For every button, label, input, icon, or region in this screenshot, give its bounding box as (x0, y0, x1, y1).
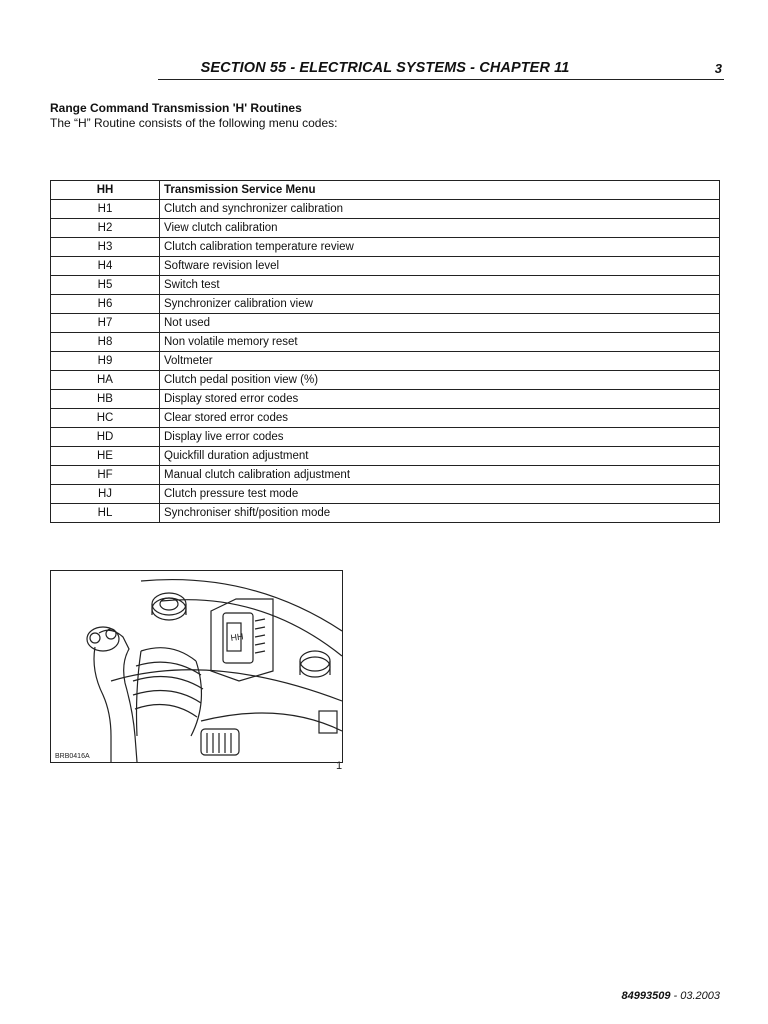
table-row (51, 219, 720, 238)
table-body (51, 200, 720, 523)
menu-code-cell: H8 (51, 333, 160, 352)
menu-code-cell: H4 (51, 257, 160, 276)
table-row (51, 466, 720, 485)
menu-code-cell: H1 (51, 200, 160, 219)
table-row (51, 238, 720, 257)
menu-description-cell: View clutch calibration (160, 219, 720, 238)
intro-text: The “H” Routine consists of the following menu codes: (50, 116, 338, 130)
menu-code-cell: HL (51, 504, 160, 523)
section-title: SECTION 55 - ELECTRICAL SYSTEMS - CHAPTER 11 (200, 60, 570, 76)
menu-code-cell: HE (51, 447, 160, 466)
menu-code-cell: HF (51, 466, 160, 485)
table-row (51, 428, 720, 447)
intro-heading: Range Command Transmission 'H' Routines (50, 101, 302, 115)
table-row (51, 371, 720, 390)
menu-description-cell: Display stored error codes (160, 390, 720, 409)
menu-code-cell: H3 (51, 238, 160, 257)
footer-separator: - (670, 990, 681, 1002)
figure-frame (50, 570, 343, 763)
menu-description-cell: Software revision level (160, 257, 720, 276)
table-header-desc: Transmission Service Menu (160, 181, 720, 200)
menu-code-cell: H2 (51, 219, 160, 238)
table-row (51, 295, 720, 314)
menu-description-cell: Synchroniser shift/position mode (160, 504, 720, 523)
display-hh-label: HH (229, 631, 245, 643)
table-row (51, 447, 720, 466)
table-row (51, 485, 720, 504)
menu-description-cell: Synchronizer calibration view (160, 295, 720, 314)
menu-code-cell: HA (51, 371, 160, 390)
menu-description-cell: Display live error codes (160, 428, 720, 447)
table-row (51, 333, 720, 352)
menu-description-cell: Not used (160, 314, 720, 333)
menu-code-cell: HD (51, 428, 160, 447)
table-row (51, 276, 720, 295)
menu-description-cell: Voltmeter (160, 352, 720, 371)
menu-description-cell: Switch test (160, 276, 720, 295)
figure-number: 1 (336, 760, 343, 772)
table-row (51, 504, 720, 523)
menu-description-cell: Clutch calibration temperature review (160, 238, 720, 257)
table-header-row (51, 181, 720, 200)
table-row (51, 200, 720, 219)
menu-code-cell: H5 (51, 276, 160, 295)
header-rule (158, 79, 724, 80)
doc-date: 03.2003 (680, 990, 720, 1002)
table-header-code: HH (51, 181, 160, 200)
menu-codes-table (50, 180, 720, 523)
table-row (51, 409, 720, 428)
figure-code: BRB0416A (55, 753, 90, 760)
menu-code-cell: HB (51, 390, 160, 409)
tractor-console-illustration (51, 571, 342, 762)
doc-number: 84993509 (621, 990, 671, 1002)
table-row (51, 257, 720, 276)
menu-description-cell: Manual clutch calibration adjustment (160, 466, 720, 485)
menu-description-cell: Clear stored error codes (160, 409, 720, 428)
menu-code-cell: HJ (51, 485, 160, 504)
menu-code-cell: H9 (51, 352, 160, 371)
menu-code-cell: H7 (51, 314, 160, 333)
table-row (51, 390, 720, 409)
table-row (51, 314, 720, 333)
menu-code-cell: H6 (51, 295, 160, 314)
menu-code-cell: HC (51, 409, 160, 428)
menu-description-cell: Quickfill duration adjustment (160, 447, 720, 466)
menu-description-cell: Clutch and synchronizer calibration (160, 200, 720, 219)
menu-description-cell: Clutch pressure test mode (160, 485, 720, 504)
menu-description-cell: Non volatile memory reset (160, 333, 720, 352)
page-number: 3 (714, 61, 722, 76)
menu-description-cell: Clutch pedal position view (%) (160, 371, 720, 390)
page-footer (560, 990, 720, 1002)
table-row (51, 352, 720, 371)
